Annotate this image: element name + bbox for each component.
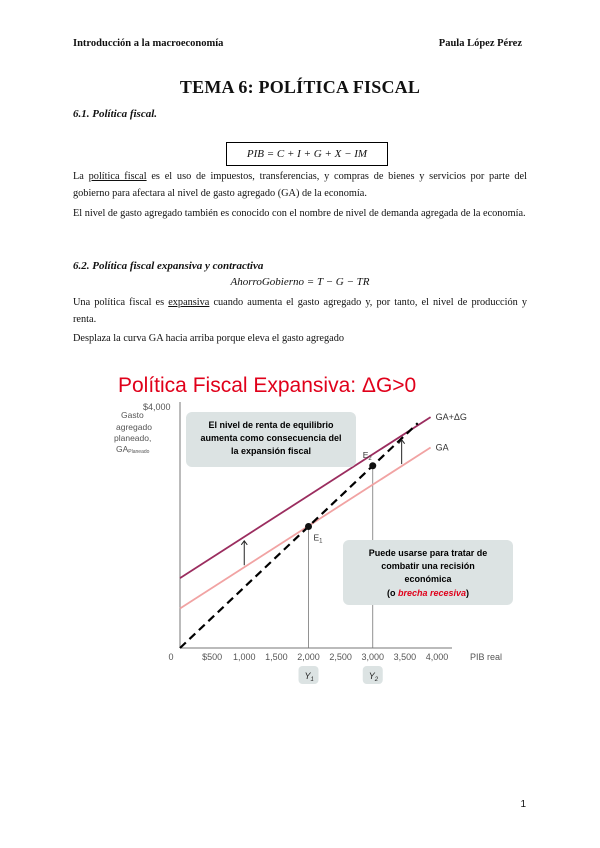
x-tick-4: 2,000 xyxy=(297,652,320,662)
callout-bottom-line-2: combatir una recisión xyxy=(381,561,475,571)
page-title: TEMA 6: POLÍTICA FISCAL xyxy=(179,77,421,97)
paragraph-fiscal-policy xyxy=(73,168,527,202)
x-tick-8: 4,000 xyxy=(425,652,449,662)
section-1-heading: 6.1. Política fiscal. xyxy=(73,108,158,120)
callout-bottom-line-4: (o brecha recesiva) xyxy=(386,588,470,598)
callout-recession xyxy=(343,540,513,605)
y-tick-4000: $4,000 xyxy=(143,402,171,412)
x-marker-label-1: $Y_1$ xyxy=(304,671,314,683)
x-tick-6: 3,000 xyxy=(361,652,385,662)
header-left: Introducción a la macroeconomía xyxy=(73,38,224,49)
ahorro-formula: AhorroGobierno = T − G − TR xyxy=(230,276,370,288)
shift-arrow-right xyxy=(399,440,405,464)
x-tick-2: 1,000 xyxy=(232,652,256,662)
callout-top-line-3: la expansión fiscal xyxy=(230,446,312,456)
x-tick-0: 0 xyxy=(168,652,174,662)
x-tick-3: 1,500 xyxy=(265,652,288,662)
x-axis-label: PIB real xyxy=(470,652,503,662)
paragraph-shift: Desplaza la curva GA hacia arriba porque eleva el gasto agregado xyxy=(73,333,345,344)
paragraph-expansive xyxy=(73,294,527,328)
page-number: 1 xyxy=(520,799,526,810)
ylabel-line-2: agregado xyxy=(116,422,152,432)
series-label-1: GA xyxy=(435,442,449,453)
ylabel-line-4: GAPlaneado xyxy=(116,444,150,455)
x-marker-y1 xyxy=(299,666,319,684)
callout-top-line-2: aumenta como consecuencia del xyxy=(200,433,342,443)
para2-prefix: Una política fiscal es xyxy=(73,297,169,308)
para2-rest: cuando aumenta el gasto agregado y, por tanto, el nivel de producción y renta. xyxy=(73,297,527,325)
y-axis-label xyxy=(114,410,152,455)
para-prefix: La xyxy=(73,171,89,182)
paragraph-aggregate-demand: El nivel de gasto agregado también es conocido con el nombre de nivel de demanda agregada de la economía. xyxy=(73,208,526,219)
section-2-heading: 6.2. Política fiscal expansiva y contractiva xyxy=(73,260,264,272)
ylabel-line-3: planeado, xyxy=(114,433,152,443)
x-marker-label-2: $Y_2$ xyxy=(368,671,379,683)
x-marker-y2 xyxy=(363,666,383,684)
equilibrium-point-1 xyxy=(305,523,312,530)
pib-formula: PIB = C + I + G + X − IM xyxy=(226,142,388,166)
ylabel-line-1: Gasto xyxy=(121,410,144,420)
equilibrium-label-2: $E_2$ xyxy=(362,449,372,462)
x-tick-7: 3,500 xyxy=(393,652,417,662)
term-politica-fiscal: política fiscal xyxy=(88,171,147,182)
header-right: Paula López Pérez xyxy=(438,38,522,49)
x-tick-5: 2,500 xyxy=(329,652,352,662)
para-rest: es el uso de impuestos, transferencias, y compras de bienes y servicios por parte del gobierno para afectara al nivel de gasto agregado (GA) de la economía. xyxy=(73,171,527,199)
equilibrium-point-2 xyxy=(369,462,376,469)
series-label-0: GA+ΔG xyxy=(435,412,467,423)
fiscal-policy-chart xyxy=(0,360,600,700)
callout-equilibrium xyxy=(186,412,356,467)
equilibrium-label-1: $E_1$ xyxy=(313,532,323,545)
chart-title: Política Fiscal Expansiva: ΔG>0 xyxy=(118,374,417,397)
shift-arrow-left xyxy=(241,541,247,565)
x-axis-ticks xyxy=(168,652,448,684)
term-expansiva: expansiva xyxy=(168,297,210,308)
callout-top-line-1: El nivel de renta de equilibrio xyxy=(208,420,334,430)
callout-bottom-line-1: Puede usarse para tratar de xyxy=(368,548,488,558)
callout-bottom-line-3: económica xyxy=(404,574,452,584)
x-tick-1: $500 xyxy=(202,652,223,662)
